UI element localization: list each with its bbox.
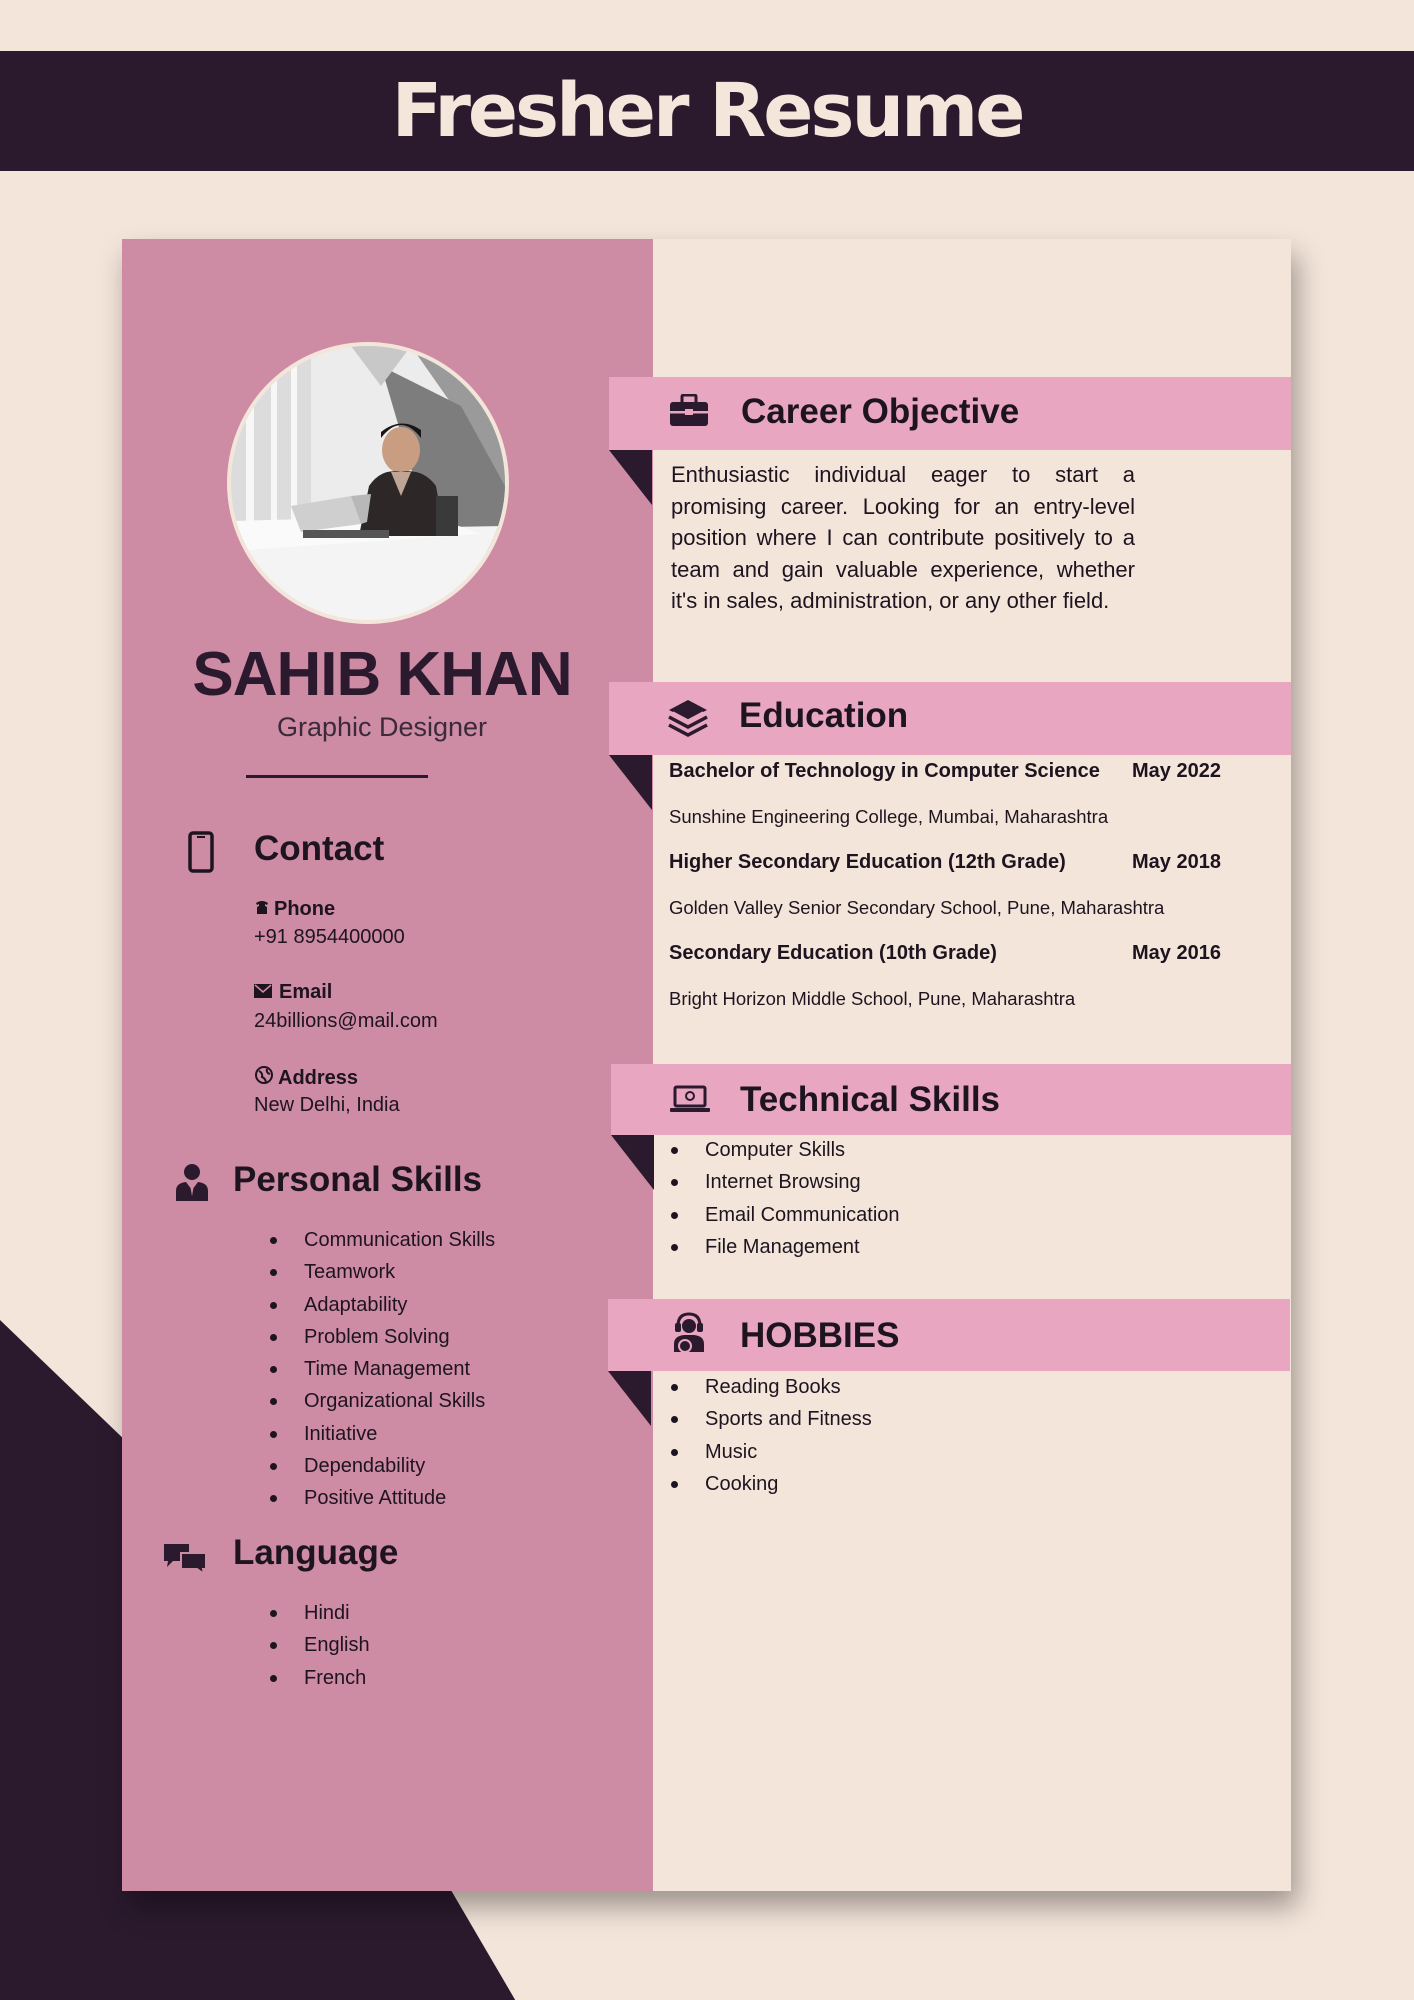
list-item: Initiative <box>268 1418 495 1450</box>
briefcase-icon <box>669 394 709 433</box>
personal-skills-list <box>268 1224 495 1515</box>
person-icon <box>174 1163 210 1206</box>
education-date-2: May 2018 <box>1132 851 1221 873</box>
technical-skills-list <box>669 1134 900 1263</box>
list-item: File Management <box>669 1231 900 1263</box>
name-divider <box>246 775 428 778</box>
career-objective-text: Enthusiastic individual eager to start a promising career. Looking for an entry-level position where I can contribute positively to a team and gain valuable experience, whether it's in sales, administration, or any other field. <box>671 462 1135 613</box>
list-item: Communication Skills <box>268 1224 495 1256</box>
list-item: Adaptability <box>268 1289 495 1321</box>
speech-bubbles-icon <box>163 1543 207 1580</box>
education-degree-1: Bachelor of Technology in Computer Science <box>669 760 1100 782</box>
page-title: Fresher Resume <box>391 68 1023 154</box>
phone-label: Phone <box>274 898 336 920</box>
contact-heading: Contact <box>254 829 385 868</box>
hobbies-heading: HOBBIES <box>740 1316 900 1355</box>
list-item: Problem Solving <box>268 1321 495 1353</box>
list-item: Computer Skills <box>669 1134 900 1166</box>
person-name: SAHIB KHAN <box>192 640 572 709</box>
technical-skills-heading: Technical Skills <box>740 1080 1001 1119</box>
list-item: Hindi <box>268 1597 370 1629</box>
job-title: Graphic Designer <box>276 712 488 742</box>
list-item: Cooking <box>669 1468 872 1500</box>
list-item: French <box>268 1662 370 1694</box>
address-label-row <box>254 1065 358 1091</box>
envelope-icon <box>254 981 272 1004</box>
title-banner <box>0 51 1414 171</box>
resume-card <box>122 239 1291 1891</box>
mobile-phone-icon <box>188 831 214 878</box>
address-label: Address <box>278 1066 359 1089</box>
education-degree-2: Higher Secondary Education (12th Grade) <box>669 851 1066 873</box>
phone-value[interactable]: +91 8954400000 <box>254 926 405 948</box>
education-school-2: Golden Valley Senior Secondary School, Pune, Maharashtra <box>669 897 1165 918</box>
list-item: Time Management <box>268 1353 495 1385</box>
hobbies-header <box>608 1299 1290 1371</box>
laptop-icon <box>669 1085 711 1118</box>
email-value[interactable]: 24billions@mail.com <box>254 1010 438 1032</box>
education-school-1: Sunshine Engineering College, Mumbai, Maharashtra <box>669 806 1109 827</box>
list-item: Internet Browsing <box>669 1166 900 1198</box>
headset-person-icon <box>671 1312 707 1359</box>
list-item: Reading Books <box>669 1371 872 1403</box>
personal-skills-heading: Personal Skills <box>233 1160 483 1199</box>
education-heading: Education <box>739 696 909 735</box>
hobbies-list <box>669 1371 872 1500</box>
list-item: Teamwork <box>268 1256 495 1288</box>
education-school-3: Bright Horizon Middle School, Pune, Maharashtra <box>669 988 1076 1009</box>
list-item: Positive Attitude <box>268 1482 495 1514</box>
education-date-1: May 2022 <box>1132 760 1221 782</box>
address-value: New Delhi, India <box>254 1094 400 1116</box>
book-stack-icon <box>667 698 709 743</box>
education-date-3: May 2016 <box>1132 942 1221 964</box>
education-degree-3: Secondary Education (10th Grade) <box>669 942 997 964</box>
email-label: Email <box>279 981 333 1003</box>
email-label-row <box>254 981 332 1004</box>
telephone-icon <box>254 898 270 921</box>
language-list <box>268 1597 370 1694</box>
career-objective-heading: Career Objective <box>741 392 1020 431</box>
list-item: Dependability <box>268 1450 495 1482</box>
phone-label-row <box>254 898 335 921</box>
list-item: Sports and Fitness <box>669 1403 872 1435</box>
globe-icon <box>254 1065 274 1091</box>
list-item: English <box>268 1629 370 1661</box>
list-item: Email Communication <box>669 1199 900 1231</box>
profile-photo <box>227 342 509 624</box>
language-heading: Language <box>233 1533 399 1572</box>
sidebar <box>122 239 653 1891</box>
list-item: Music <box>669 1436 872 1468</box>
list-item: Organizational Skills <box>268 1385 495 1417</box>
education-header <box>609 682 1291 755</box>
